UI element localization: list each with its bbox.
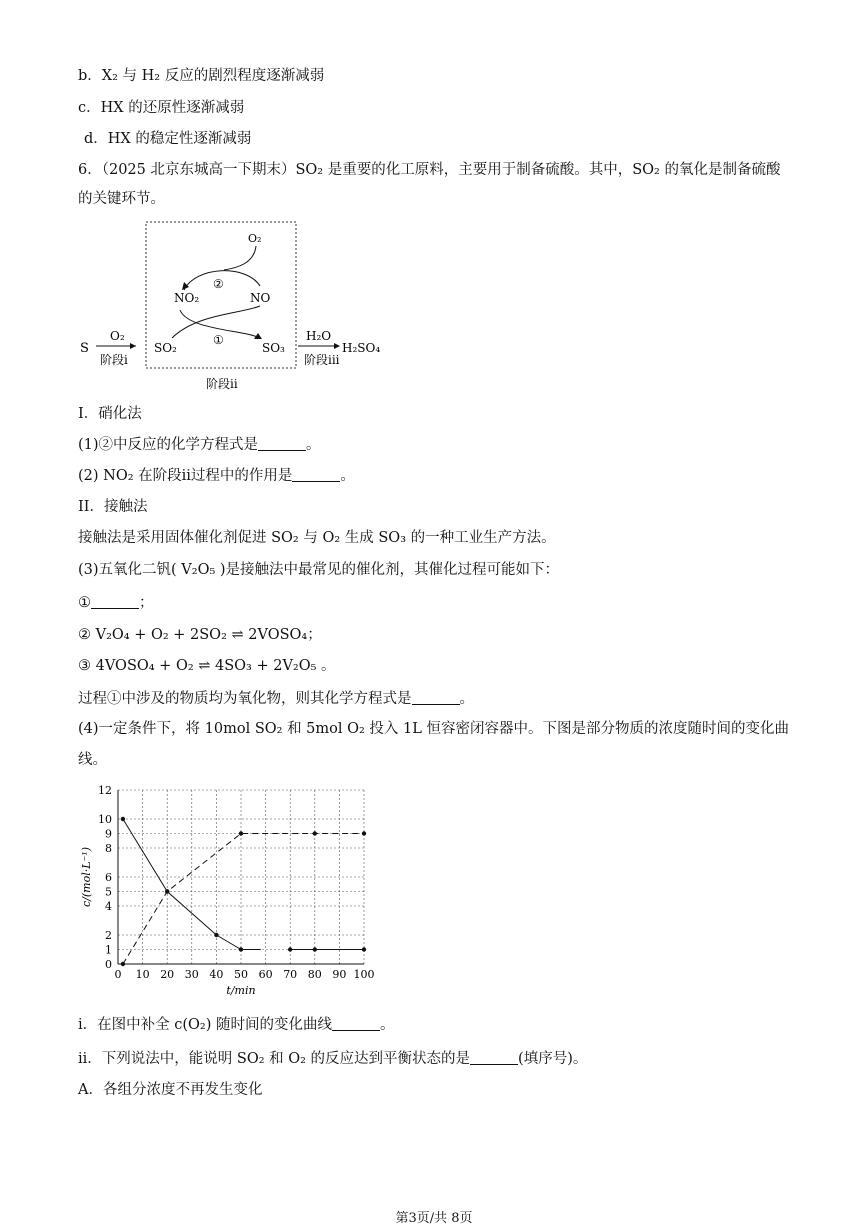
y-tick-label: 9 — [105, 827, 112, 841]
data-point-solid — [362, 947, 366, 951]
series-line-dashed — [123, 834, 364, 965]
arrow-O2-in — [224, 246, 256, 270]
question-4-line1: (4)一定条件下，将 10mol SO₂ 和 5mol O₂ 投入 1L 恒容密闭容器中。下图是部分物质的浓度随时间的变化曲 — [78, 721, 790, 737]
x-tick-label: 70 — [283, 968, 298, 981]
sub-question-ii — [78, 1049, 587, 1069]
question-3-sub-end: 。 — [459, 691, 474, 707]
y-tick-label: 1 — [105, 943, 112, 957]
x-axis-label: t/min — [226, 984, 256, 997]
x-tick-label: 100 — [353, 968, 375, 981]
question-3-sub — [78, 689, 474, 709]
section-II-heading: II．接触法 — [78, 499, 148, 515]
x-tick-label: 40 — [209, 968, 224, 981]
y-tick-label: 0 — [105, 958, 112, 971]
y-axis-label: c/(mol·L⁻¹) — [80, 846, 93, 908]
x-tick-label: 50 — [234, 968, 248, 981]
answer-blank-2[interactable] — [292, 467, 340, 482]
label-stage-i: 阶段i — [100, 353, 128, 367]
data-point-dashed — [165, 889, 169, 893]
option-c: c．HX 的还原性逐渐减弱 — [78, 100, 245, 116]
label-NO: NO — [250, 291, 271, 305]
step-1-end: ； — [139, 595, 154, 611]
label-O2-cycle: O₂ — [248, 232, 262, 245]
question-6-line1: 6．（2025 北京东城高一下期末）SO₂ 是重要的化工原料，主要用于制备硫酸。其中，SO₂ 的氧化是制备硫酸 — [78, 162, 781, 178]
y-tick-label: 6 — [105, 871, 112, 884]
data-point-solid — [121, 817, 125, 821]
data-point-dashed — [239, 831, 243, 835]
step-1 — [78, 593, 154, 613]
arrowhead-upper — [182, 282, 189, 290]
concentration-chart — [78, 780, 388, 1002]
y-tick-label: 4 — [105, 900, 112, 913]
y-tick-label: 2 — [105, 929, 112, 942]
label-O2-reactant: O₂ — [110, 329, 125, 343]
data-point-dashed — [121, 962, 125, 966]
label-circle-2: ② — [213, 277, 224, 291]
label-circle-1: ① — [213, 333, 224, 347]
answer-blank-1[interactable] — [258, 436, 306, 451]
question-3-sub-text: 过程①中涉及的物质均为氧化物，则其化学方程式是 — [78, 691, 412, 707]
data-point-dashed — [313, 831, 317, 835]
label-H2SO4: H₂SO₄ — [342, 341, 381, 355]
option-b: b．X₂ 与 H₂ 反应的剧烈程度逐渐减弱 — [78, 68, 325, 84]
contact-method-desc: 接触法是采用固体催化剂促进 SO₂ 与 O₂ 生成 SO₃ 的一种工业生产方法。 — [78, 530, 556, 546]
step-1-label: ① — [78, 595, 91, 611]
question-1-end: 。 — [306, 437, 321, 453]
x-tick-label: 20 — [160, 968, 175, 981]
question-2-text: (2) NO₂ 在阶段ii过程中的作用是 — [78, 468, 293, 484]
reaction-diagram — [76, 218, 406, 393]
label-S: S — [80, 341, 89, 356]
step-3: ③ 4VOSO₄ + O₂ ⇌ 4SO₃ + 2V₂O₅ 。 — [78, 658, 336, 674]
arrowhead-stage-iii — [334, 343, 340, 349]
label-SO3: SO₃ — [262, 341, 285, 355]
sub-question-i-end: 。 — [380, 1017, 395, 1033]
question-4-line2: 线。 — [78, 752, 107, 768]
x-tick-label: 10 — [135, 968, 150, 981]
x-tick-label: 60 — [258, 968, 273, 981]
series-line-solid — [123, 819, 241, 950]
question-6-line2: 的关键环节。 — [78, 191, 165, 207]
sub-question-ii-end: (填序号)。 — [518, 1051, 588, 1067]
answer-blank-ii[interactable] — [470, 1050, 518, 1065]
sub-question-i-text: i．在图中补全 c(O₂) 随时间的变化曲线 — [78, 1017, 332, 1033]
sub-question-ii-text: ii．下列说法中，能说明 SO₂ 和 O₂ 的反应达到平衡状态的是 — [78, 1051, 471, 1067]
label-H2O: H₂O — [306, 329, 332, 343]
y-tick-label: 10 — [98, 813, 112, 826]
option-d: d．HX 的稳定性逐渐减弱 — [84, 131, 252, 147]
question-3: (3)五氧化二钒( V₂O₅ )是接触法中最常见的催化剂，其催化过程可能如下： — [78, 562, 560, 578]
data-point-solid — [214, 933, 218, 937]
sub-question-i — [78, 1015, 395, 1035]
page-footer: 第3页/共 8页 — [395, 1211, 473, 1226]
data-point-solid — [313, 947, 317, 951]
y-tick-label: 8 — [105, 842, 112, 855]
question-1 — [78, 435, 321, 455]
label-stage-iii: 阶段iii — [304, 353, 340, 367]
question-2-end: 。 — [340, 468, 355, 484]
x-tick-label: 90 — [332, 968, 347, 981]
answer-blank-i[interactable] — [332, 1016, 380, 1031]
data-point-dashed — [362, 831, 366, 835]
label-stage-ii: 阶段ii — [206, 377, 238, 391]
arrowhead-stage-i — [130, 343, 136, 349]
data-point-solid — [288, 947, 292, 951]
step-2: ② V₂O₄ + O₂ + 2SO₂ ⇌ 2VOSO₄； — [78, 627, 322, 643]
x-tick-label: 30 — [184, 968, 199, 981]
section-I-heading: I．硝化法 — [78, 406, 142, 422]
question-1-text: (1)②中反应的化学方程式是 — [78, 437, 259, 453]
question-2 — [78, 466, 355, 486]
x-tick-label: 0 — [114, 968, 122, 981]
y-tick-label: 12 — [98, 784, 112, 797]
y-tick-label: 5 — [105, 885, 112, 899]
answer-blank-step1[interactable] — [91, 594, 139, 609]
label-NO2: NO₂ — [174, 291, 200, 305]
label-SO2: SO₂ — [154, 341, 177, 355]
x-tick-label: 80 — [307, 968, 322, 981]
option-A: A．各组分浓度不再发生变化 — [78, 1082, 263, 1098]
answer-blank-3[interactable] — [412, 690, 460, 705]
